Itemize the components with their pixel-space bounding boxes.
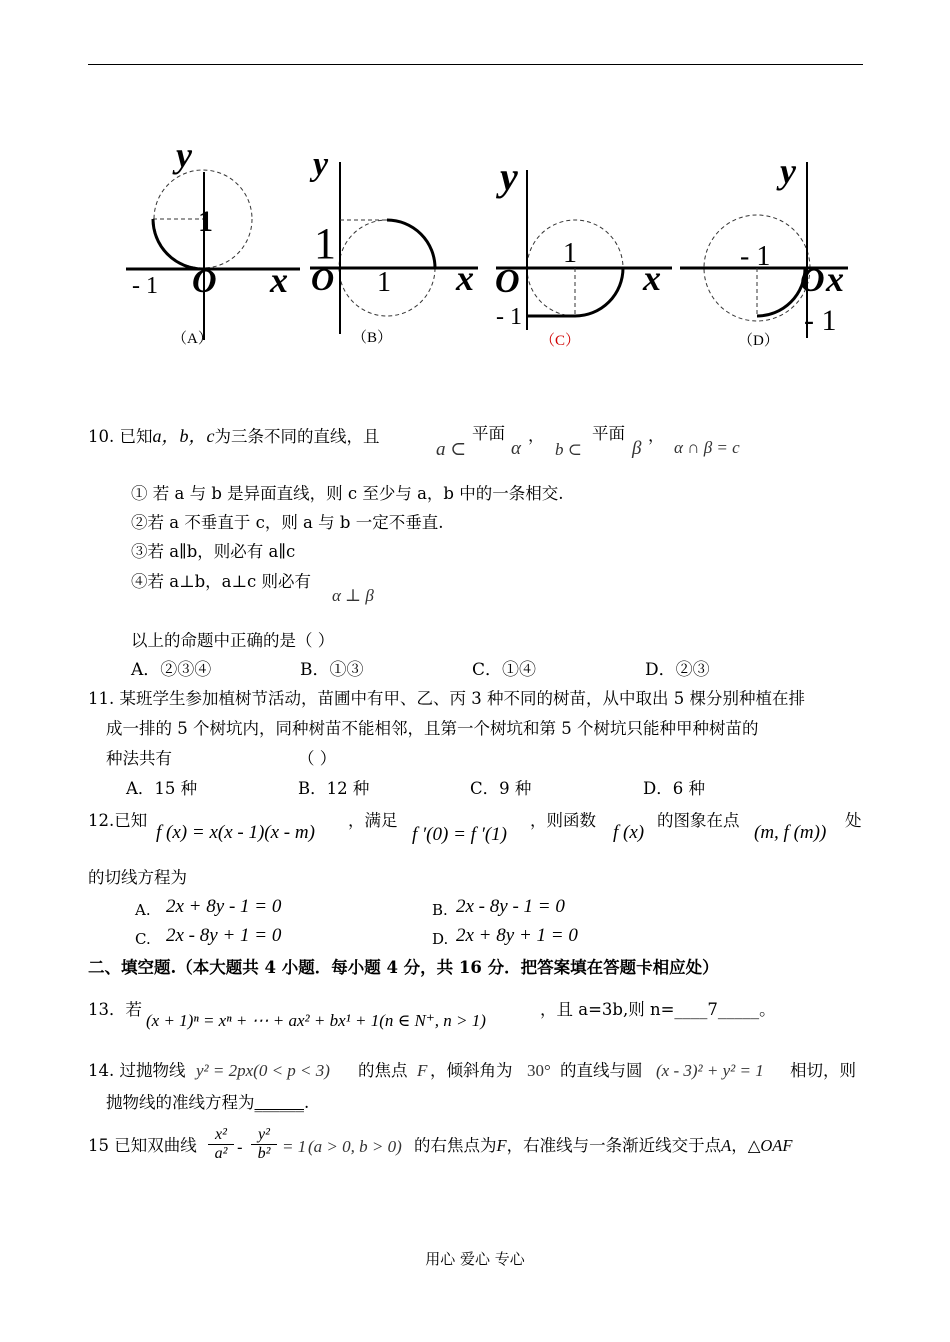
q10-statement-3: ③若 a∥b，则必有 a∥c	[131, 542, 296, 561]
q14-line-2-text: 抛物线的准线方程为	[106, 1093, 255, 1112]
origin-label: O	[495, 263, 520, 300]
q13-pre: 13．若	[88, 1000, 142, 1019]
graph-b	[309, 146, 478, 346]
q10-option-d: D．②③	[645, 660, 710, 680]
q15-minus: -	[237, 1138, 243, 1157]
neg-one-label: - 1	[740, 241, 771, 272]
x-label: x	[643, 258, 661, 298]
q12-mid3: 的图象在点	[657, 811, 740, 830]
q11-paren: （ ）	[298, 749, 337, 768]
q10-a-subset: a ⊂	[436, 439, 467, 460]
q15-frac-1	[208, 1126, 234, 1163]
q15-num-2: y²	[258, 1126, 270, 1143]
section-2-heading: 二、填空题.（本大题共 4 小题．每小题 4 分，共 16 分．把答案填在答题卡相应处）	[88, 958, 719, 977]
q15-text-3: ，△	[731, 1136, 761, 1155]
q14-mid3: 的直线与圆	[560, 1061, 643, 1080]
q14-line-2	[106, 1093, 309, 1113]
x-label: x	[826, 259, 844, 299]
q15-cond: (a > 0, b > 0)	[308, 1137, 402, 1156]
caption-c: （C）	[540, 333, 581, 349]
q10-plane2: 平面	[592, 424, 625, 443]
q12-function: f (x) = x(x - 1)(x - m)	[156, 822, 315, 843]
q13-post	[540, 1000, 776, 1020]
q12-line-2: 的切线方程为	[88, 868, 187, 887]
q11-option-c: C．9 种	[470, 779, 532, 798]
q11-line-2: 成一排的 5 个树坑内，同种树苗不能相邻，且第一个树坑和第 5 个树坑只能种甲种树苗的	[106, 719, 759, 738]
q10-sep2: ，	[648, 426, 665, 445]
q15-eq: = 1	[282, 1137, 307, 1156]
q12-end: 处	[845, 811, 862, 830]
q10-vars: a，b，c	[152, 426, 215, 446]
q15-frac-2	[251, 1126, 277, 1163]
q12-option-b-label: B.	[432, 901, 448, 919]
q15-rest	[414, 1136, 792, 1156]
q10-sep1: ，	[528, 426, 545, 445]
q10-statement-1: ① 若 a 与 b 是异面直线，则 c 至少与 a，b 中的一条相交.	[131, 484, 564, 503]
caption-d: （D）	[738, 333, 779, 349]
x-label: x	[456, 258, 474, 298]
q11-line-1: 11. 某班学生参加植树节活动，苗圃中有甲、乙、丙 3 种不同的树苗，从中取出 5 棵分别种植在排	[88, 689, 805, 708]
origin-label: O	[192, 263, 217, 300]
q15-F: F	[496, 1136, 507, 1155]
q12-option-a-eq: 2x + 8y - 1 = 0	[166, 896, 282, 917]
q12-fx: f (x)	[613, 822, 645, 843]
q14-pre: 14. 过抛物线	[88, 1061, 186, 1080]
q14-blank[interactable]: ______	[254, 1093, 304, 1112]
q12-pre: 12.已知	[88, 811, 148, 830]
q12-option-d-label: D.	[432, 930, 449, 948]
one-label: 1	[563, 238, 577, 269]
page-footer: 用心 爱心 专心	[425, 1250, 525, 1268]
one-label: 1	[198, 205, 213, 238]
q12-option-c-label: C.	[135, 930, 151, 948]
q10-option-b: B．①③	[300, 660, 364, 680]
q10-plane1: 平面	[472, 424, 505, 443]
q10-b-subset: b ⊂	[555, 440, 582, 459]
q10-stem	[88, 426, 380, 447]
q14-circle: (x - 3)² + y² = 1	[656, 1061, 764, 1080]
graph-a	[126, 135, 300, 347]
q14-dot: .	[304, 1093, 310, 1112]
q10-statement-4: ④若 a⊥b，a⊥c 则必有	[131, 572, 312, 591]
q12-point: (m, f (m))	[754, 822, 827, 843]
neg-one-label-2: - 1	[804, 304, 837, 337]
q10-beta: β	[632, 438, 642, 459]
curve-arc	[387, 220, 435, 268]
q15-pre: 15 已知双曲线	[88, 1136, 197, 1155]
q12-option-a-label: A.	[135, 901, 151, 919]
q11-option-a: A．15 种	[126, 779, 198, 798]
q13-post-text: ，且 a=3b,则 n=	[540, 1000, 675, 1019]
q10-intersection: α ∩ β = c	[674, 438, 740, 457]
q12-condition: f ′(0) = f ′(1)	[412, 824, 507, 845]
graph-figure	[0, 0, 950, 400]
q10-stem2: 为三条不同的直线，且	[214, 427, 380, 446]
q15-text-2: ，右准线与一条渐近线交于点	[506, 1136, 722, 1155]
q15-OAF: OAF	[760, 1136, 793, 1155]
q14-angle: 30°	[527, 1061, 551, 1080]
q12-option-c-eq: 2x - 8y + 1 = 0	[166, 925, 282, 946]
q12-option-b-eq: 2x - 8y - 1 = 0	[456, 896, 565, 917]
q10-statement-2: ②若 a 不垂直于 c，则 a 与 b 一定不垂直.	[131, 513, 444, 532]
q14-mid1: 的焦点	[358, 1061, 408, 1080]
q10-option-a: A．②③④	[131, 660, 212, 680]
caption-b: （B）	[352, 330, 393, 346]
origin-label: O	[311, 261, 335, 297]
q15-den-2: b²	[257, 1145, 271, 1162]
q14-mid2: ，倾斜角为	[430, 1061, 513, 1080]
curve-arc	[153, 219, 203, 269]
neg-one-label: - 1	[496, 304, 522, 330]
q11-option-b: B．12 种	[298, 779, 370, 798]
q15-num-1: x²	[215, 1126, 227, 1143]
q14-focus: F	[417, 1061, 428, 1080]
q13-equation: (x + 1)ⁿ = xⁿ + ⋯ + ax² + bx¹ + 1(n ∈ N⁺, n > 1)	[146, 1011, 486, 1030]
y-label: y	[500, 154, 518, 199]
q11-line-3: 种法共有	[106, 749, 172, 768]
one-label-big: 1	[314, 219, 336, 268]
q15-text-1: 的右焦点为	[414, 1136, 497, 1155]
x-label: x	[270, 260, 288, 300]
q10-statement-4-math: α ⊥ β	[332, 586, 374, 605]
y-label: y	[313, 146, 329, 183]
q15-den-1: a²	[214, 1145, 228, 1162]
q15-A: A	[721, 1136, 732, 1155]
graph-d	[680, 151, 848, 349]
q12-mid1: ，满足	[348, 811, 398, 830]
q13-answer: ____7_____	[674, 1000, 760, 1019]
q10-alpha: α	[511, 438, 521, 459]
q10-ask: 以上的命题中正确的是（ ）	[131, 631, 335, 650]
one-label: 1	[377, 267, 391, 298]
origin-label: O	[800, 262, 825, 299]
q12-option-d-eq: 2x + 8y + 1 = 0	[456, 925, 578, 946]
curve-arc	[757, 268, 805, 316]
caption-a: （A）	[172, 331, 213, 347]
y-label: y	[780, 151, 796, 191]
q13-end: 。	[759, 1000, 776, 1019]
graph-c	[495, 154, 672, 349]
q10-number: 10. 已知	[88, 427, 153, 446]
neg-one-label: - 1	[132, 273, 158, 299]
y-label: y	[176, 135, 192, 175]
q14-parabola: y² = 2px(0 < p < 3)	[196, 1061, 330, 1080]
q14-end: 相切，则	[790, 1061, 856, 1080]
q11-option-d: D．6 种	[643, 779, 705, 798]
q12-mid2: ，则函数	[530, 811, 596, 830]
q10-option-c: C．①④	[472, 660, 537, 680]
